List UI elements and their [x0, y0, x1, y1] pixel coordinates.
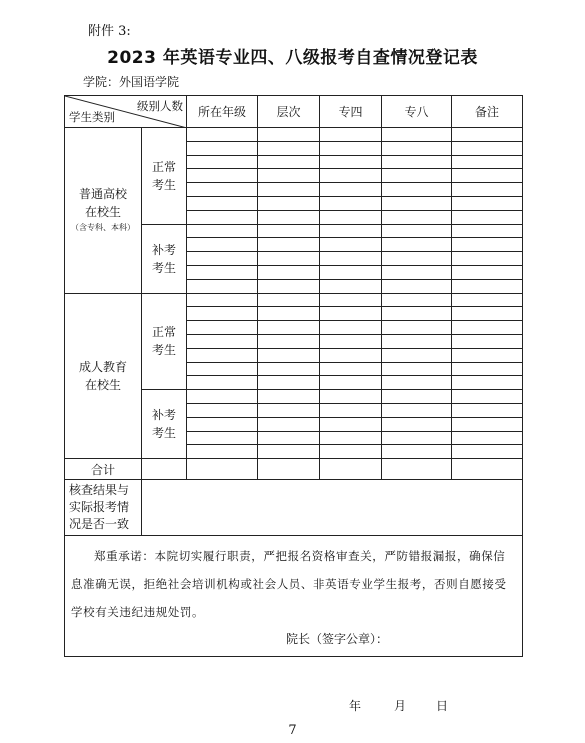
entry-cell[interactable] [320, 390, 382, 404]
subcategory-label: 正常 [151, 159, 176, 174]
entry-cell[interactable] [320, 445, 382, 459]
entry-cell[interactable] [382, 362, 452, 376]
entry-cell[interactable] [452, 265, 523, 279]
entry-cell[interactable] [187, 169, 258, 183]
entry-cell[interactable] [258, 238, 320, 252]
entry-cell[interactable] [320, 417, 382, 431]
verify-answer-cell[interactable] [142, 480, 523, 536]
entry-cell[interactable] [452, 155, 523, 169]
total-row [65, 459, 523, 480]
entry-cell[interactable] [382, 279, 452, 293]
entry-cell[interactable] [320, 321, 382, 335]
entry-cell[interactable] [452, 431, 523, 445]
entry-cell[interactable] [258, 293, 320, 307]
entry-cell[interactable] [382, 348, 452, 362]
corner-top-label: 级别人数 [137, 99, 183, 113]
total-cell[interactable] [258, 459, 320, 480]
entry-cell[interactable] [258, 307, 320, 321]
entry-cell[interactable] [452, 196, 523, 210]
entry-cell[interactable] [452, 334, 523, 348]
entry-cell[interactable] [452, 390, 523, 404]
entry-cell[interactable] [320, 238, 382, 252]
entry-cell[interactable] [187, 293, 258, 307]
date-day: 日 [436, 699, 449, 713]
column-header: 专八 [382, 96, 452, 128]
entry-cell[interactable] [258, 252, 320, 266]
entry-cell[interactable] [187, 417, 258, 431]
entry-cell[interactable] [258, 431, 320, 445]
entry-cell[interactable] [258, 390, 320, 404]
entry-cell[interactable] [187, 210, 258, 224]
subcategory-label: 补考 [151, 242, 176, 257]
registration-table [64, 95, 523, 657]
subcategory-cell [142, 128, 187, 225]
category-cell [65, 128, 142, 294]
entry-cell[interactable] [320, 403, 382, 417]
entry-cell[interactable] [320, 252, 382, 266]
entry-cell[interactable] [187, 155, 258, 169]
entry-cell[interactable] [452, 224, 523, 238]
entry-cell[interactable] [258, 376, 320, 390]
entry-cell[interactable] [258, 362, 320, 376]
entry-cell[interactable] [320, 183, 382, 197]
entry-cell[interactable] [258, 403, 320, 417]
entry-cell[interactable] [452, 321, 523, 335]
entry-cell[interactable] [382, 265, 452, 279]
entry-cell[interactable] [320, 128, 382, 142]
entry-cell[interactable] [258, 417, 320, 431]
entry-cell[interactable] [382, 210, 452, 224]
entry-cell[interactable] [452, 279, 523, 293]
subcategory-label: 考生 [151, 177, 176, 192]
entry-cell[interactable] [187, 224, 258, 238]
entry-cell[interactable] [382, 445, 452, 459]
subcategory-label: 考生 [151, 260, 176, 275]
subcategory-label: 考生 [151, 426, 176, 441]
college-label: 学院：外国语学院 [83, 75, 180, 89]
entry-cell[interactable] [258, 334, 320, 348]
total-cell[interactable] [187, 459, 258, 480]
entry-cell[interactable] [187, 279, 258, 293]
subcategory-cell [142, 390, 187, 459]
entry-cell[interactable] [187, 252, 258, 266]
entry-cell[interactable] [187, 321, 258, 335]
entry-cell[interactable] [187, 445, 258, 459]
entry-cell[interactable] [382, 252, 452, 266]
entry-cell[interactable] [258, 321, 320, 335]
header-row [65, 96, 523, 128]
subcategory-cell [142, 293, 187, 390]
entry-cell[interactable] [452, 293, 523, 307]
entry-cell[interactable] [258, 141, 320, 155]
column-header: 专四 [320, 96, 382, 128]
entry-cell[interactable] [258, 265, 320, 279]
date-month: 月 [394, 699, 407, 713]
entry-cell[interactable] [452, 141, 523, 155]
entry-cell[interactable] [320, 265, 382, 279]
entry-cell[interactable] [452, 417, 523, 431]
entry-cell[interactable] [320, 376, 382, 390]
entry-cell[interactable] [187, 390, 258, 404]
pledge-text: 郑重承诺：本院切实履行职责，严把报名资格审查关，严防错报漏报，确保信息准确无误，拒绝社会培训机构或社会人员、非英语专业学生报考，否则自愿接受学校有关违纪违规处罚。 [71, 549, 507, 620]
entry-cell[interactable] [452, 348, 523, 362]
entry-cell[interactable] [258, 224, 320, 238]
entry-cell[interactable] [187, 362, 258, 376]
total-cell[interactable] [320, 459, 382, 480]
entry-cell[interactable] [320, 196, 382, 210]
column-header: 备注 [452, 96, 523, 128]
entry-cell[interactable] [258, 183, 320, 197]
entry-cell[interactable] [382, 390, 452, 404]
total-label: 合计 [65, 459, 142, 480]
column-header: 层次 [258, 96, 320, 128]
entry-cell[interactable] [320, 224, 382, 238]
table-row [65, 293, 523, 307]
entry-cell[interactable] [258, 279, 320, 293]
entry-cell[interactable] [452, 210, 523, 224]
entry-cell[interactable] [258, 169, 320, 183]
entry-cell[interactable] [452, 362, 523, 376]
entry-cell[interactable] [452, 252, 523, 266]
category-title: 成人教育 [78, 359, 127, 374]
sign-label: 院长（签字公章）： [286, 632, 389, 647]
entry-cell[interactable] [187, 128, 258, 142]
total-cell[interactable] [452, 459, 523, 480]
entry-cell[interactable] [452, 307, 523, 321]
entry-cell[interactable] [187, 334, 258, 348]
verify-row [65, 480, 523, 536]
corner-bottom-label: 学生类别 [69, 110, 115, 124]
pledge-cell [65, 536, 523, 657]
entry-cell[interactable] [258, 128, 320, 142]
entry-cell[interactable] [452, 183, 523, 197]
category-title: 在校生 [84, 377, 121, 392]
category-title: 普通高校 [78, 187, 127, 202]
entry-cell[interactable] [382, 183, 452, 197]
entry-cell[interactable] [258, 210, 320, 224]
entry-cell[interactable] [382, 128, 452, 142]
entry-cell[interactable] [382, 321, 452, 335]
entry-cell[interactable] [187, 431, 258, 445]
entry-cell[interactable] [382, 376, 452, 390]
entry-cell[interactable] [382, 238, 452, 252]
entry-cell[interactable] [382, 293, 452, 307]
category-title: 在校生 [84, 205, 121, 220]
entry-cell[interactable] [382, 403, 452, 417]
entry-cell[interactable] [320, 362, 382, 376]
subcategory-label: 正常 [151, 325, 176, 340]
pledge-row [65, 536, 523, 657]
table-row [65, 128, 523, 142]
entry-cell[interactable] [187, 307, 258, 321]
category-note: （含专科、本科） [71, 223, 135, 233]
entry-cell[interactable] [320, 279, 382, 293]
entry-cell[interactable] [382, 224, 452, 238]
entry-cell[interactable] [452, 169, 523, 183]
subcategory-label: 补考 [151, 408, 176, 423]
entry-cell[interactable] [187, 403, 258, 417]
entry-cell[interactable] [382, 334, 452, 348]
entry-cell[interactable] [187, 183, 258, 197]
entry-cell[interactable] [320, 141, 382, 155]
subcategory-label: 考生 [151, 343, 176, 358]
entry-cell[interactable] [320, 293, 382, 307]
entry-cell[interactable] [382, 169, 452, 183]
entry-cell[interactable] [452, 403, 523, 417]
entry-cell[interactable] [382, 417, 452, 431]
entry-cell[interactable] [187, 348, 258, 362]
verify-label: 核查结果与实际报考情况是否一致 [65, 480, 142, 536]
entry-cell[interactable] [258, 348, 320, 362]
entry-cell[interactable] [320, 334, 382, 348]
entry-cell[interactable] [320, 155, 382, 169]
entry-cell[interactable] [320, 169, 382, 183]
entry-cell[interactable] [187, 265, 258, 279]
entry-cell[interactable] [320, 348, 382, 362]
entry-cell[interactable] [187, 376, 258, 390]
header-corner-cell [65, 96, 187, 128]
entry-cell[interactable] [258, 445, 320, 459]
page-number: 7 [288, 723, 297, 738]
entry-cell[interactable] [258, 155, 320, 169]
column-header: 所在年级 [187, 96, 258, 128]
total-cell[interactable] [382, 459, 452, 480]
entry-cell[interactable] [382, 141, 452, 155]
entry-cell[interactable] [382, 307, 452, 321]
entry-cell[interactable] [258, 196, 320, 210]
entry-cell[interactable] [320, 431, 382, 445]
entry-cell[interactable] [382, 431, 452, 445]
entry-cell[interactable] [382, 155, 452, 169]
entry-cell[interactable] [452, 376, 523, 390]
entry-cell[interactable] [452, 238, 523, 252]
form-title: 2023 年英语专业四、八级报考自查情况登记表 [107, 48, 478, 68]
date-year: 年 [349, 699, 362, 713]
attachment-label: 附件 3: [88, 24, 131, 39]
category-cell [65, 293, 142, 459]
entry-cell[interactable] [320, 210, 382, 224]
total-cell[interactable] [142, 459, 187, 480]
subcategory-cell [142, 224, 187, 293]
entry-cell[interactable] [382, 196, 452, 210]
entry-cell[interactable] [452, 128, 523, 142]
entry-cell[interactable] [187, 141, 258, 155]
entry-cell[interactable] [320, 307, 382, 321]
entry-cell[interactable] [187, 196, 258, 210]
entry-cell[interactable] [187, 238, 258, 252]
entry-cell[interactable] [452, 445, 523, 459]
